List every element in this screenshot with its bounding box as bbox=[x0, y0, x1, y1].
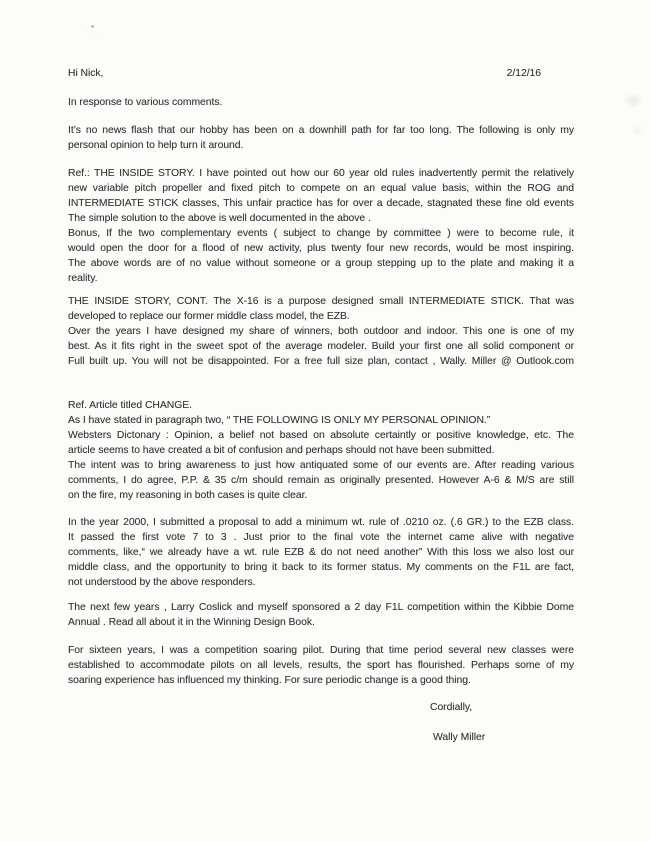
text-line: Bonus, If the two complementary events ( subject to change by committee ) were to become rule, it bbox=[68, 228, 574, 239]
paragraph-inside-story bbox=[68, 166, 574, 286]
letter-date: 2/12/16 bbox=[506, 68, 541, 79]
text-line: Over the years I have designed my share of winners, both outdoor and indoor. This one is one of my bbox=[68, 326, 574, 337]
text-line: The simple solution to the above is well documented in the above . bbox=[68, 213, 371, 224]
text-line: would open the door for a flood of new activity, plus twenty four new records, would be most inspiring. bbox=[68, 243, 574, 254]
paragraph-opening bbox=[68, 123, 574, 153]
text-line: THE INSIDE STORY, CONT. The X-16 is a purpose designed small INTERMEDIATE STICK. That was bbox=[68, 296, 574, 307]
text-line: Websters Dictonary : Opinion, a belief not based on absolute certaintly or positive knowledge, etc. The bbox=[68, 430, 574, 441]
text-line: Full built up. You will not be disappointed. For a free full size plan, contact , Wally. Miller @ Outlook.com bbox=[68, 356, 574, 367]
text-line: not understood by the above responders. bbox=[68, 577, 256, 588]
text-line: personal opinion to help turn it around. bbox=[68, 140, 244, 151]
text-line: article seems to have created a bit of confusion and perhaps should not have been submitted. bbox=[68, 445, 495, 456]
text-line: soaring experience has influenced my thinking. For sure periodic change is a good thing. bbox=[68, 675, 471, 686]
greeting-row bbox=[68, 66, 574, 81]
text-line: on the fire, my reasoning in both cases is quite clear. bbox=[68, 490, 308, 501]
text-line: new variable pitch propeller and fixed pitch to compete on an equal value basis, within the ROG and bbox=[68, 183, 574, 194]
closing-salutation: Cordially, bbox=[430, 702, 473, 713]
text-line: best. As it fits right in the sweet spot of the average modeler. Build your first one all solid component or bbox=[68, 341, 574, 352]
text-line: As I have stated in paragraph two, “ THE FOLLOWING IS ONLY MY PERSONAL OPINION.” bbox=[68, 415, 491, 426]
text-line: The above words are of no value without someone or a group stepping up to the plate and making it a bbox=[68, 258, 574, 269]
paragraph-next-few-years bbox=[68, 600, 574, 630]
paragraph-year-2000 bbox=[68, 515, 574, 590]
paragraph-inside-story-cont bbox=[68, 294, 574, 369]
text-line: Ref.: THE INSIDE STORY. I have pointed out how our 60 year old rules inadvertently permit the relatively bbox=[68, 168, 574, 179]
text-line: comments, like,“ we already have a wt. rule EZB & do not need another” With this loss we also lost our bbox=[68, 547, 574, 558]
text-line: middle class, and the opportunity to bring it back to its former status. My comments on the F1L are fact, bbox=[68, 562, 574, 573]
letter-content bbox=[68, 66, 574, 745]
text-line: reality. bbox=[68, 273, 98, 284]
paragraph-article-change bbox=[68, 398, 574, 503]
text-line: developed to replace our former middle class model, the EZB. bbox=[68, 311, 350, 322]
text-line: Annual . Read all about it in the Winning Design Book. bbox=[68, 617, 315, 628]
text-line: In the year 2000, I submitted a proposal to add a minimum wt. rule of .0210 oz. (.6 GR.) to the EZB class. bbox=[68, 517, 574, 528]
text-line: It passed the first vote 7 to 3 . Just prior to the final vote the internet came alive with negative bbox=[68, 532, 574, 543]
text-line: For sixteen years, I was a competition soaring pilot. During that time period several new classes were bbox=[68, 645, 574, 656]
paragraph-soaring-pilot bbox=[68, 643, 574, 688]
scan-smudge bbox=[634, 128, 642, 134]
text-line: INTERMEDIATE STICK classes, This unfair practice has for over a decade, stagnated these fine old events bbox=[68, 198, 574, 209]
text-line: It’s no news flash that our hobby has been on a downhill path for far too long. The following is only my bbox=[68, 125, 574, 136]
text-line: Ref. Article titled CHANGE. bbox=[68, 400, 192, 411]
signature-name: Wally Miller bbox=[433, 732, 486, 743]
scan-smudge bbox=[627, 96, 640, 105]
text-line: comments, I do agree, P.P. & 35 c/m should remain as originally presented. However A-6 & M/S are still bbox=[68, 475, 574, 486]
text-line: The next few years , Larry Coslick and myself sponsored a 2 day F1L competition within the Kibbie Dome bbox=[68, 602, 574, 613]
greeting: Hi Nick, bbox=[68, 68, 104, 79]
scan-speck bbox=[91, 25, 94, 28]
text-line: established to accommodate pilots on all levels, results, the sport has flourished. Perhaps some of my bbox=[68, 660, 574, 671]
text-line: The intent was to bring awareness to just how antiquated some of our events are. After reading various bbox=[68, 460, 574, 471]
intro-line: In response to various comments. bbox=[68, 97, 223, 108]
